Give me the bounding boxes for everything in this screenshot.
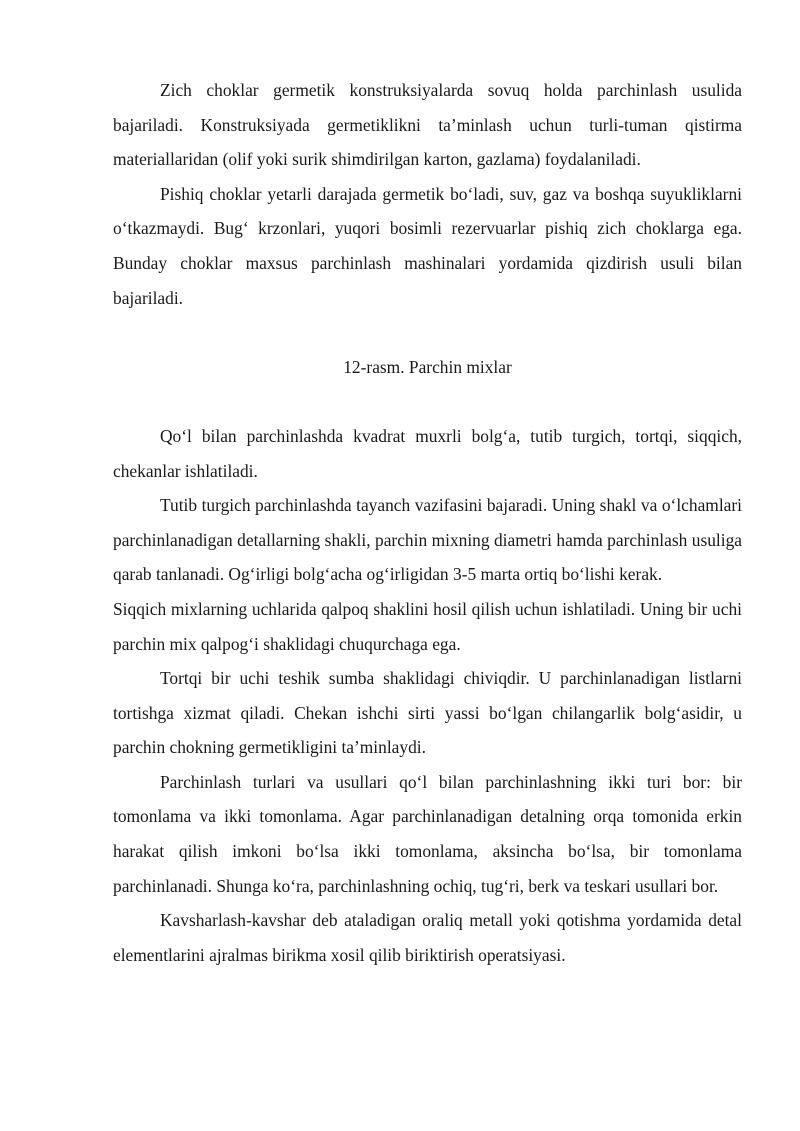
caption-spacer	[113, 384, 742, 419]
paragraph-kavsharlash: Kavsharlash-kavshar deb ataladigan oraliq metall yoki qotishma yordamida detal elementlarini ajralmas birikma xosil qilib biriktirish operatsiyasi.	[113, 910, 742, 965]
paragraph-siqqich: Siqqich mixlarning uchlarida qalpoq shaklini hosil qilish uchun ishlatiladi. Uning bir uchi parchin mix qalpog‘i shaklidagi chuqurchaga ega.	[113, 598, 742, 654]
paragraph-pishiq-choklar: Pishiq choklar yetarli darajada germetik bo‘ladi, suv, gaz va boshqa suyukliklarni o‘tkazmaydi. Bug‘ krzonlari, yuqori bosimli rezervuarlar pishiq zich choklarga ega. Bunday choklar maxsus parchinlash mashinalari yordamida qizdirish usuli bilan bajariladi.	[113, 183, 742, 308]
paragraph-zich-choklar: Zich choklar germetik konstruksiyalarda sovuq holda parchinlash usulida bajariladi. Konstruksiyada germetiklikni ta’minlash uchun turli-tuman qistirma materiallaridan (olif yoki surik shimdirilgan karton, gazlama) foydalaniladi.	[113, 80, 742, 170]
document-page	[113, 73, 742, 972]
paragraph-qol-bilan: Qo‘l bilan parchinlashda kvadrat muxrli bolg‘a, tutib turgich, tortqi, siqqich, chekanlar ishlatiladi.	[113, 425, 742, 481]
figure-space	[113, 315, 742, 350]
paragraph-tortqi: Tortqi bir uchi teshik sumba shaklidagi chiviqdir. U parchinlanadigan listlarni tortishga xizmat qiladi. Chekan ishchi sirti yassi bo‘lgan chilangarlik bolg‘asidir, u parchin chokning germetikligini ta’minlaydi.	[113, 668, 742, 758]
paragraph-parchinlash-turlari: Parchinlash turlari va usullari qo‘l bilan parchinlashning ikki turi bor: bir tomonlama va ikki tomonlama. Agar parchinlanadigan detalning orqa tomonida erkin harakat qilish imkoni bo‘lsa ikki tomonlama, aksincha bo‘lsa, bir tomonlama parchinlanadi. Shunga ko‘ra, parchinlashning ochiq, tug‘ri, berk va teskari usullari bor.	[113, 771, 742, 896]
figure-caption: 12-rasm. Parchin mixlar	[343, 356, 512, 377]
paragraph-tutib-turgich: Tutib turgich parchinlashda tayanch vazifasini bajaradi. Uning shakl va o‘lchamlari parchinlanadigan detallarning shakli, parchin mixning diametri hamda parchinlash usuliga qarab tanlanadi. Og‘irligi bolg‘acha og‘irligidan 3-5 marta ortiq bo‘lishi kerak.	[113, 495, 742, 585]
